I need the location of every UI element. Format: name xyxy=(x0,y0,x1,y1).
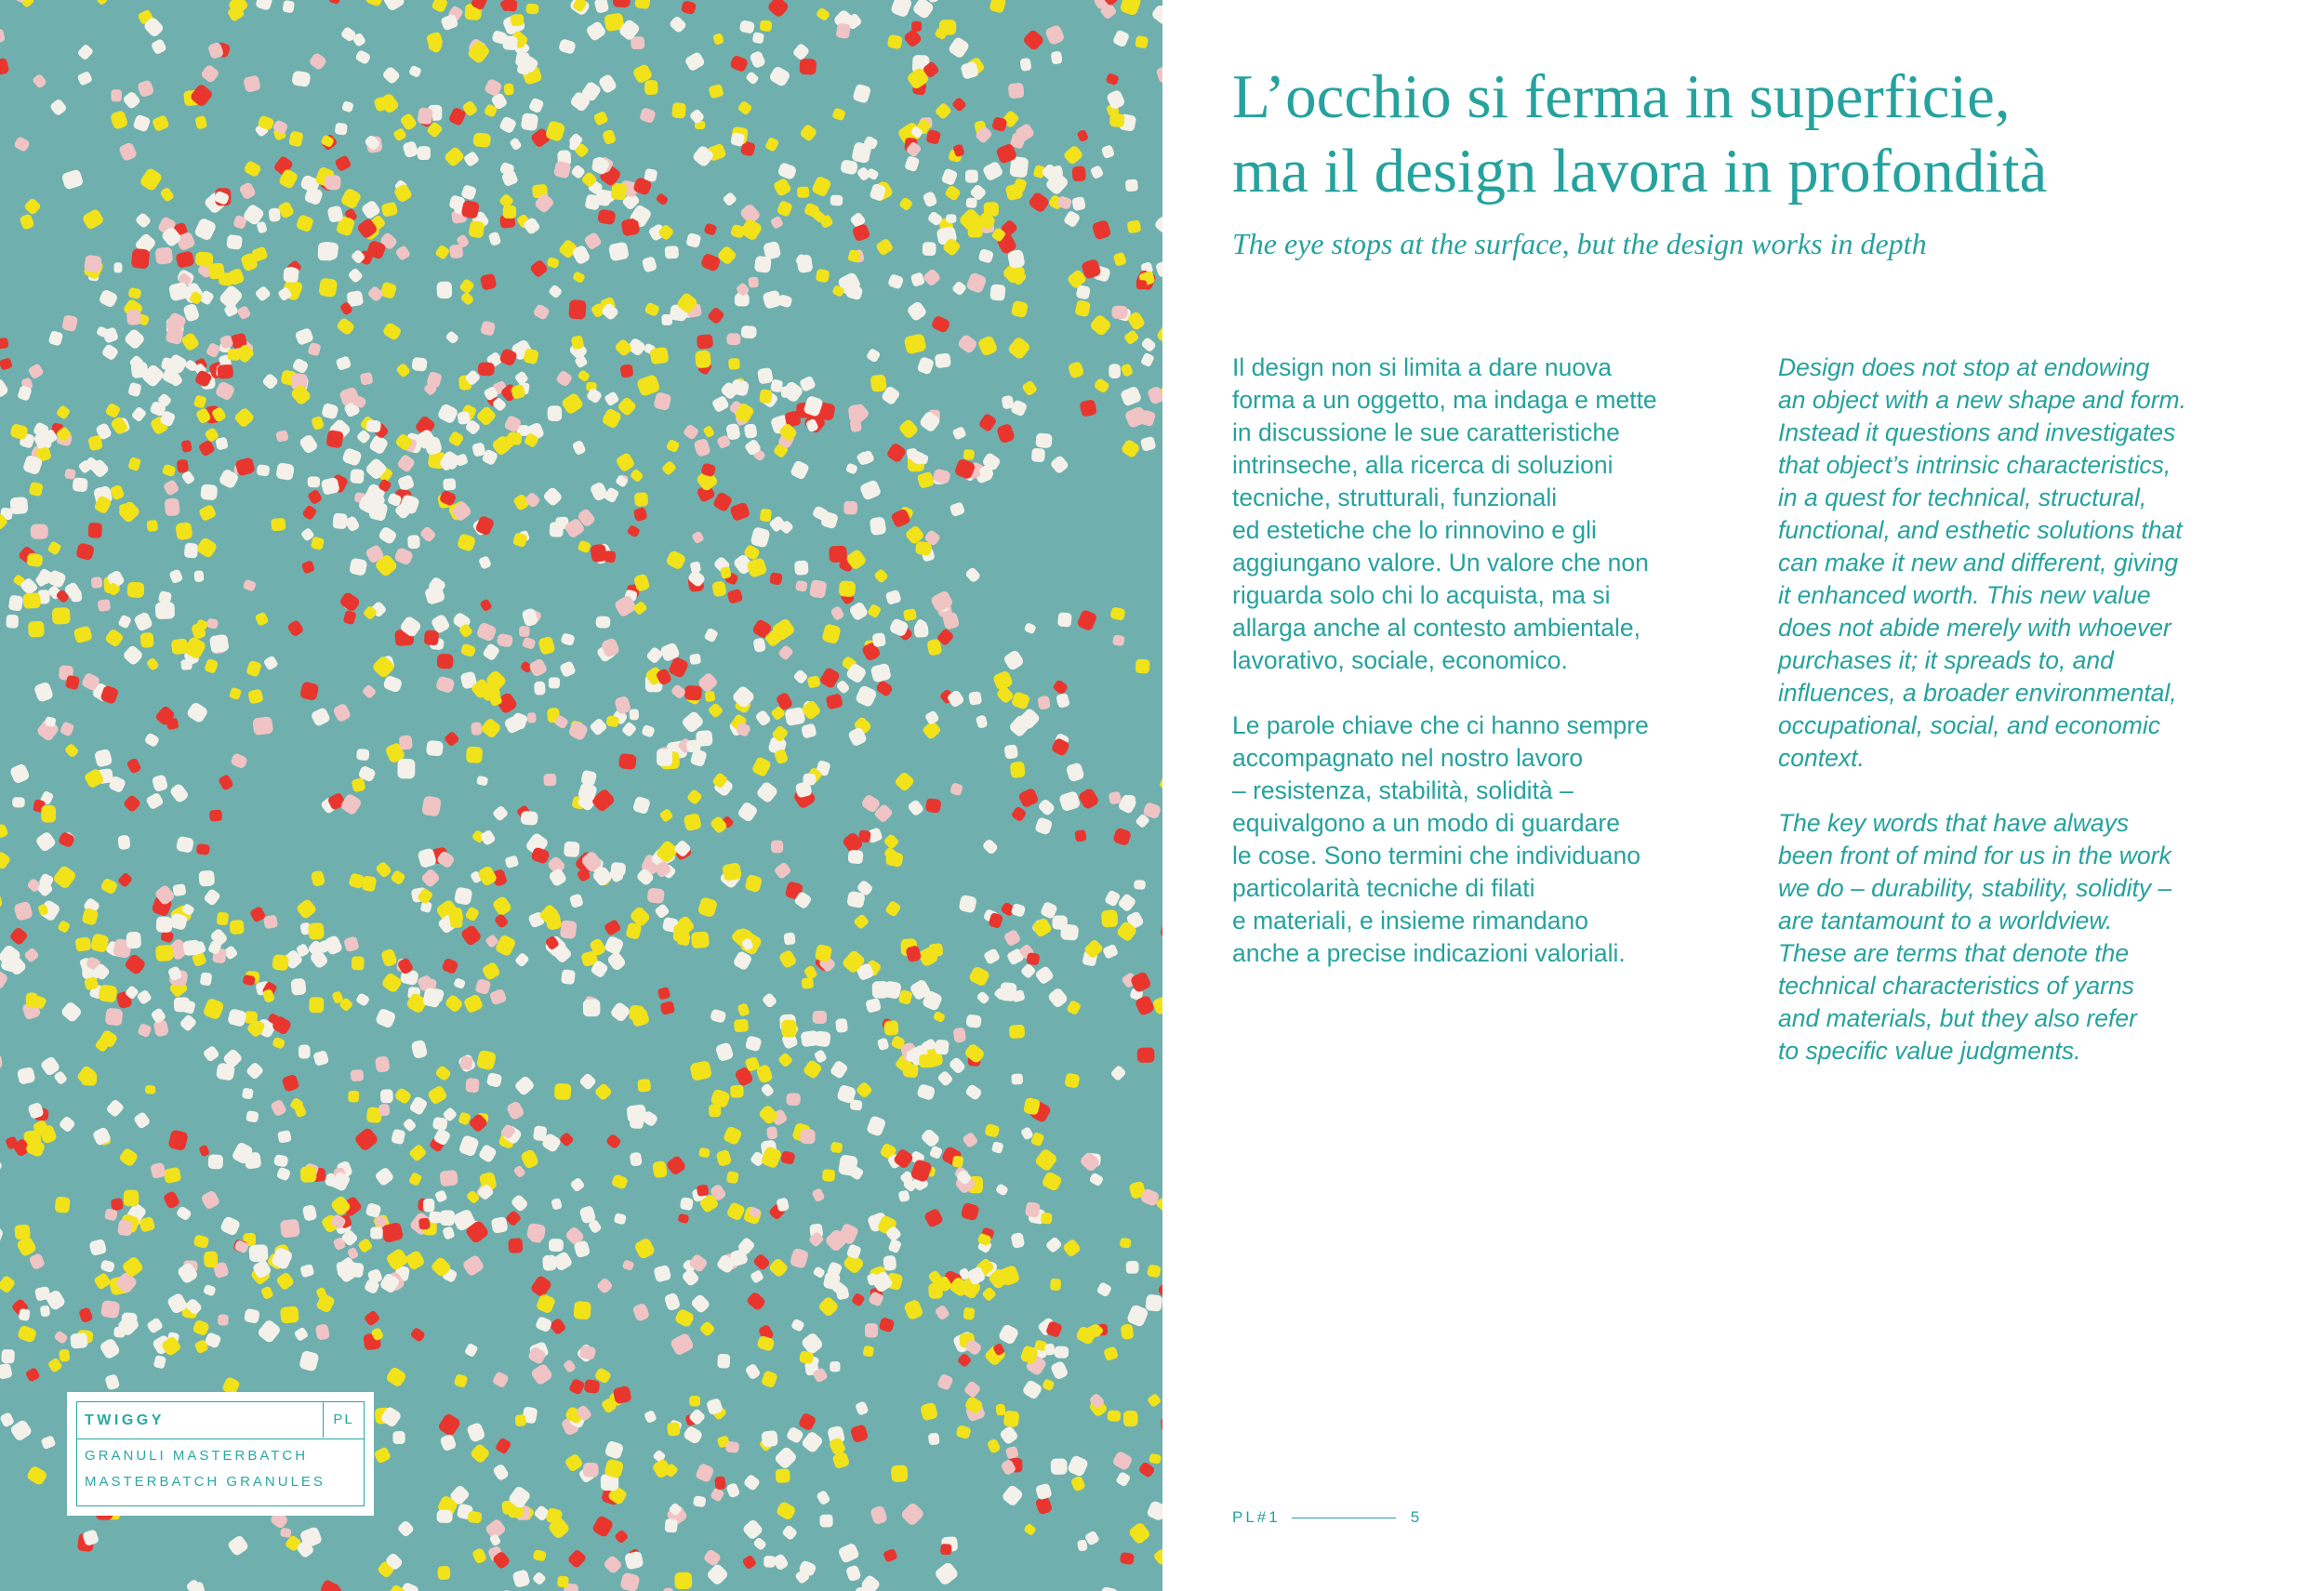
text-line: lavorativo, sociale, economico. xyxy=(1232,646,1568,674)
text-line: Il design non si limita a dare nuova xyxy=(1232,353,1613,381)
caption-frame xyxy=(76,1401,365,1506)
page-footer xyxy=(1232,1506,1422,1529)
text-line: purchases it; it spreads to, and xyxy=(1778,646,2114,674)
product-name: TWIGGY xyxy=(85,1412,165,1428)
text-line: does not abide merely with whoever xyxy=(1778,614,2171,642)
text-line: ed estetiche che lo rinnovino e gli xyxy=(1232,516,1597,544)
text-line: allarga anche al contesto ambientale, xyxy=(1232,614,1641,642)
english-paragraph-2 xyxy=(1778,807,2280,1067)
text-line: can make it new and different, giving xyxy=(1778,549,2179,577)
italian-paragraph-2 xyxy=(1232,709,1753,970)
page-title xyxy=(1232,60,2255,208)
text-line: intrinseche, alla ricerca di soluzioni xyxy=(1232,451,1614,479)
title-line-2: ma il design lavora in profondità xyxy=(1232,137,2048,206)
text-line: are tantamount to a worldview. xyxy=(1778,907,2113,935)
text-line: – resistenza, stabilità, solidità – xyxy=(1232,776,1574,804)
text-line: anche a precise indicazioni valoriali. xyxy=(1232,939,1626,967)
text-line: equivalgono a un modo di guardare xyxy=(1232,809,1620,837)
text-line: technical characteristics of yarns xyxy=(1778,972,2134,1000)
page-subtitle: The eye stops at the surface, but the design works in depth xyxy=(1232,227,1927,260)
text-line: These are terms that denote the xyxy=(1778,939,2130,967)
italian-column xyxy=(1232,351,1753,1002)
text-line: we do – durability, stability, solidity – xyxy=(1778,874,2172,902)
text-line: Le parole chiave che ci hanno sempre xyxy=(1232,711,1649,739)
caption-english: MASTERBATCH GRANULES xyxy=(85,1474,325,1490)
text-line: tecniche, strutturali, funzionali xyxy=(1232,484,1558,511)
photo-caption-card xyxy=(67,1392,374,1516)
text-line: occupational, social, and economic xyxy=(1778,711,2160,739)
english-paragraph-1 xyxy=(1778,351,2280,775)
text-line: e materiali, e insieme rimandano xyxy=(1232,907,1588,935)
text-line: functional, and esthetic solutions that xyxy=(1778,516,2183,544)
text-line: forma a un oggetto, ma indaga e mette xyxy=(1232,386,1657,414)
text-line: to specific value judgments. xyxy=(1778,1037,2081,1065)
text-line: and materials, but they also refer xyxy=(1778,1004,2137,1032)
product-code: PL xyxy=(323,1402,364,1438)
text-line: riguarda solo chi lo acquista, ma si xyxy=(1232,581,1611,609)
text-line: been front of mind for us in the work xyxy=(1778,842,2171,869)
text-line: in a quest for technical, structural, xyxy=(1778,484,2147,511)
text-line: in discussione le sue caratteristiche xyxy=(1232,418,1620,446)
italian-paragraph-1 xyxy=(1232,351,1753,677)
text-line: particolarità tecniche di filati xyxy=(1232,874,1535,902)
page-number: 5 xyxy=(1410,1508,1423,1526)
title-line-1: L’occhio si ferma in superficie, xyxy=(1232,62,2011,131)
text-line: that object’s intrinsic characteristics, xyxy=(1778,451,2171,479)
text-line: it enhanced worth. This new value xyxy=(1778,581,2151,609)
section-label: PL#1 xyxy=(1232,1508,1281,1526)
text-line: Instead it questions and investigates xyxy=(1778,418,2176,446)
english-column xyxy=(1778,351,2280,1100)
text-line: aggiungano valore. Un valore che non xyxy=(1232,549,1649,577)
text-page xyxy=(1162,0,2324,1591)
caption-italian: GRANULI MASTERBATCH xyxy=(85,1448,309,1464)
text-line: an object with a new shape and form. xyxy=(1778,386,2186,414)
text-line: context. xyxy=(1778,744,1865,772)
text-line: le cose. Sono termini che individuano xyxy=(1232,842,1640,869)
caption-header xyxy=(77,1402,364,1439)
text-line: influences, a broader environmental, xyxy=(1778,679,2177,707)
text-line: The key words that have always xyxy=(1778,809,2130,837)
text-line: accompagnato nel nostro lavoro xyxy=(1232,744,1584,772)
text-line: Design does not stop at endowing xyxy=(1778,353,2150,381)
